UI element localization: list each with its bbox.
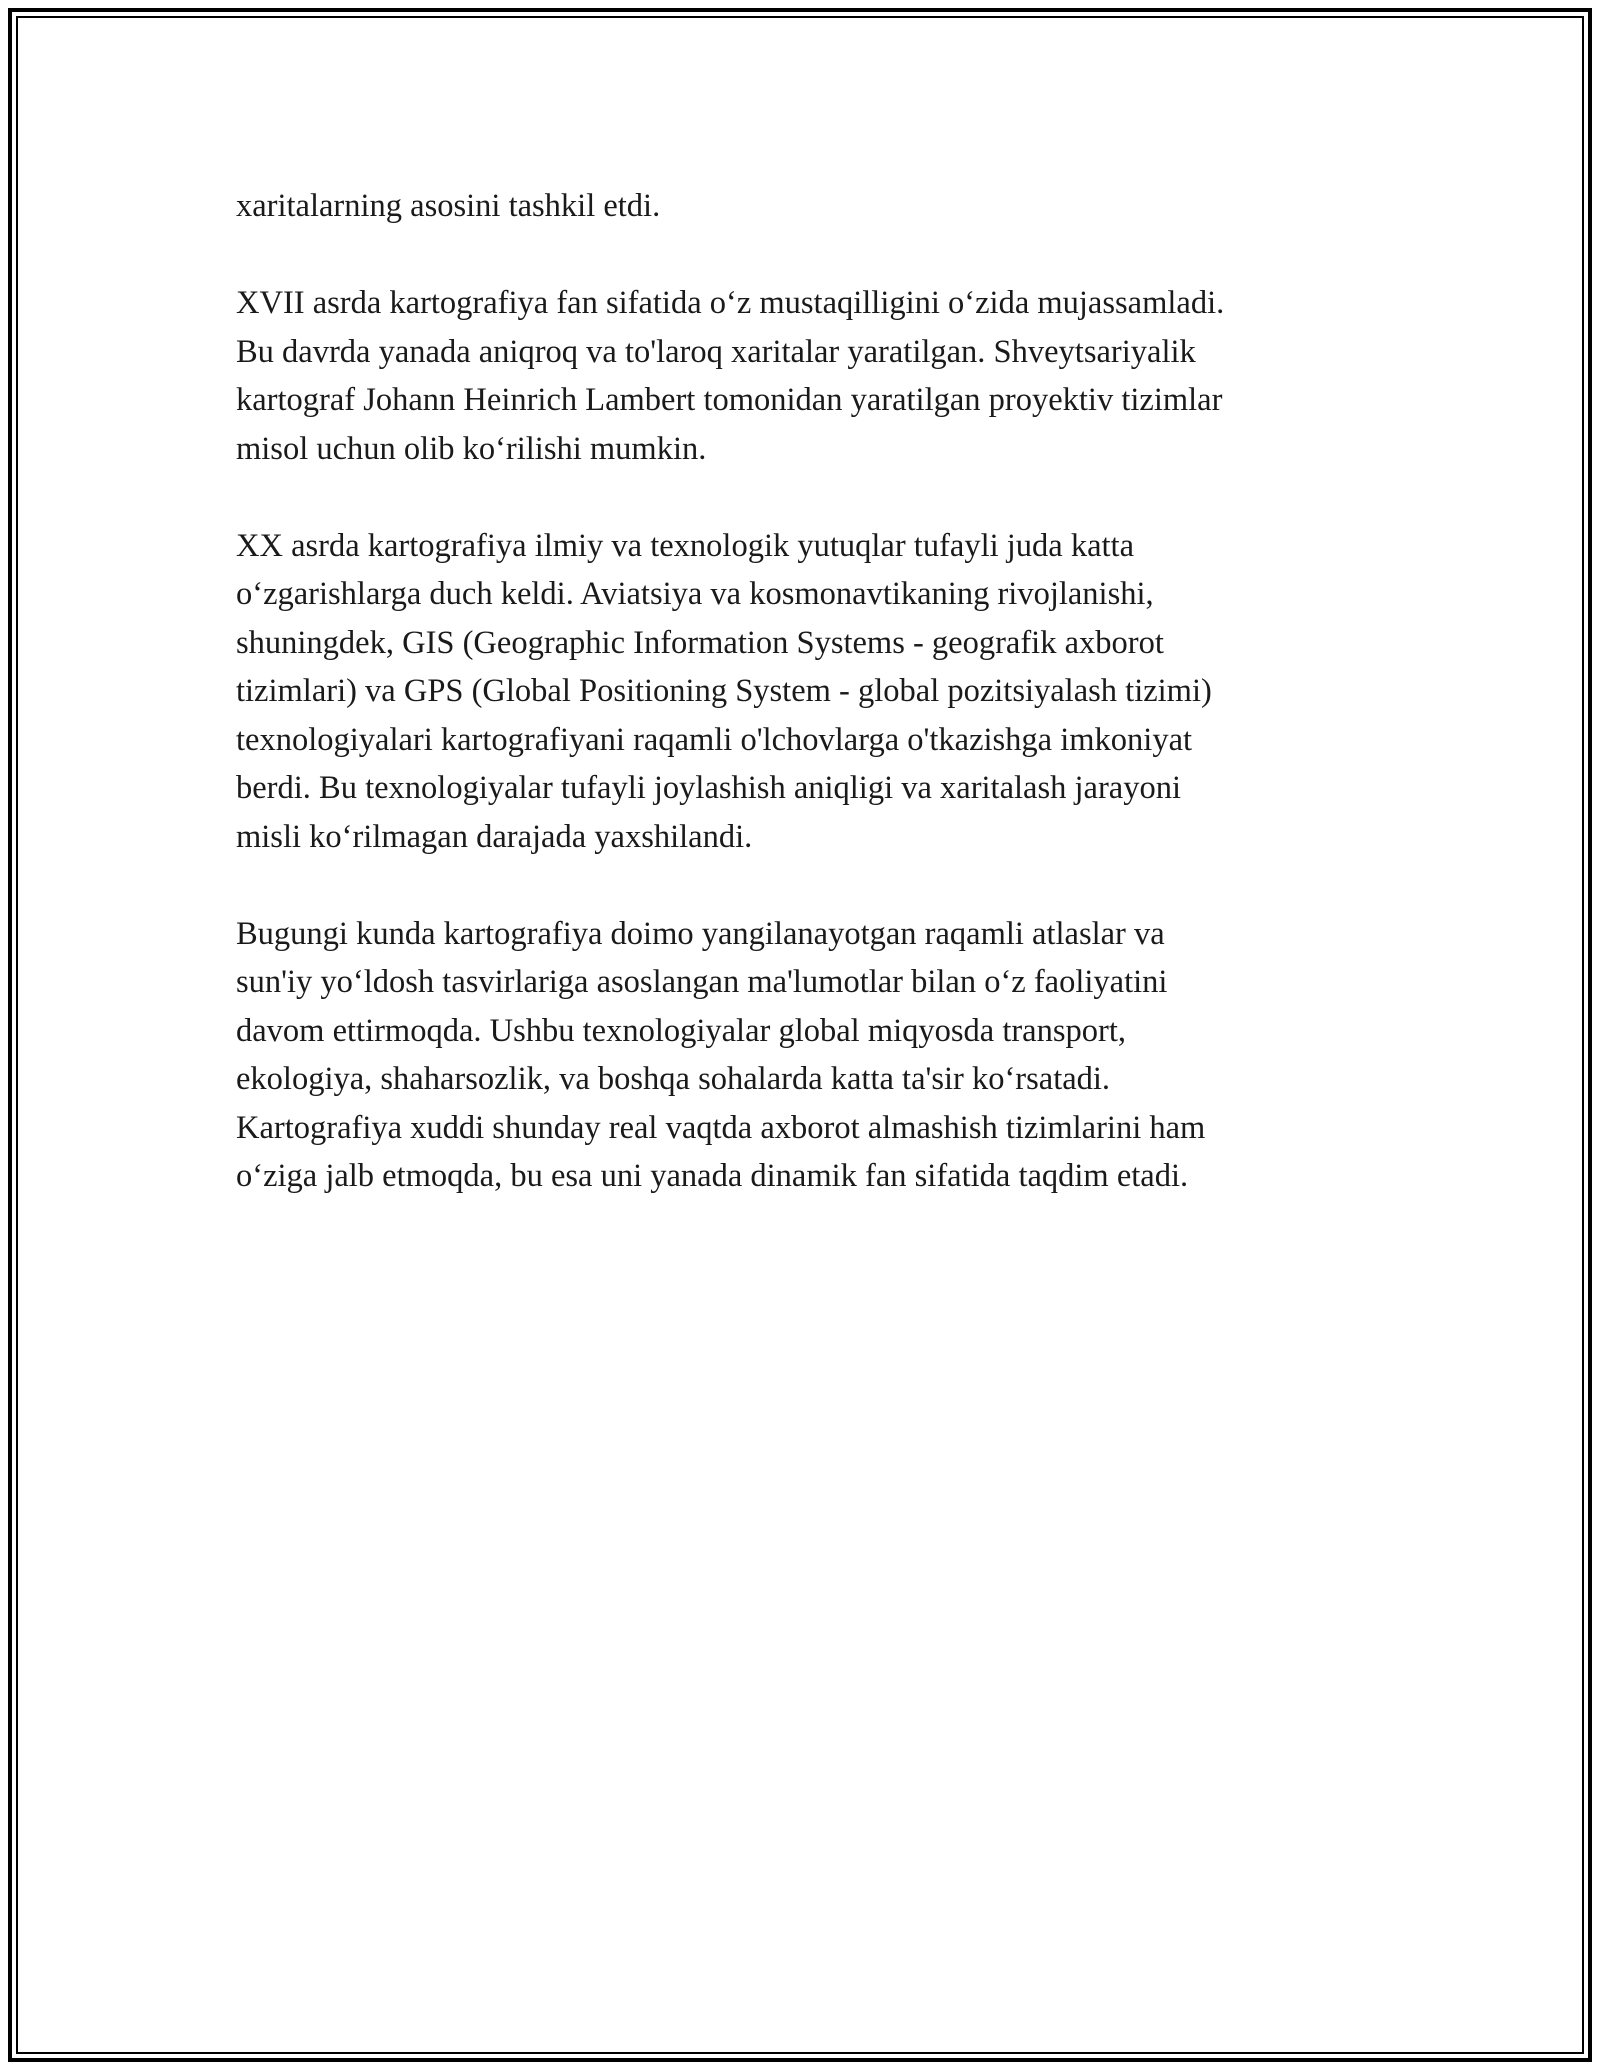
text-line: Kartografiya xuddi shunday real vaqtda axborot almashish tizimlarini ham [236,1109,1206,1146]
text-line: berdi. Bu texnologiyalar tufayli joylashish aniqligi va xaritalash jarayoni [236,770,1181,806]
text-line: Bu davrda yanada aniqroq va to'laroq xaritalar yaratilgan. Shveytsariyalik [236,333,1196,370]
text-line: XX asrda kartografiya ilmiy va texnologik yutuqlar tufayli juda katta [236,527,1135,564]
text-line: shuningdek, GIS (Geographic Information Systems - geografik axborot [236,624,1164,661]
text-line: xaritalarning asosini tashkil etdi. [236,188,661,224]
paragraph-continuation [236,182,1366,231]
text-line: davom ettirmoqda. Ushbu texnologiyalar global miqyosda transport, [236,1012,1126,1049]
text-line: misli ko‘rilmagan darajada yaxshilandi. [236,818,753,855]
document-body [236,182,1366,1249]
text-line: ekologiya, shaharsozlik, va boshqa sohalarda katta ta'sir ko‘rsatadi. [236,1061,1111,1097]
text-line: o‘ziga jalb etmoqda, bu esa uni yanada dinamik fan sifatida taqdim etadi. [236,1158,1189,1194]
text-line: texnologiyalari kartografiyani raqamli o'lchovlarga o'tkazishga imkoniyat [236,721,1193,758]
paragraph-xx-century [236,522,1366,862]
text-line: sun'iy yo‘ldosh tasvirlariga asoslangan ma'lumotlar bilan o‘z faoliyatini [236,964,1168,1000]
text-line: Bugungi kunda kartografiya doimo yangilanayotgan raqamli atlaslar va [236,915,1165,952]
text-line: kartograf Johann Heinrich Lambert tomonidan yaratilgan proyektiv tizimlar [236,382,1223,418]
paragraph-today [236,910,1366,1201]
text-line: misol uchun olib ko‘rilishi mumkin. [236,430,707,467]
paragraph-xvii-century [236,279,1366,473]
text-line: XVII asrda kartografiya fan sifatida o‘z mustaqilligini o‘zida mujassamladi. [236,285,1225,321]
text-line: tizimlari) va GPS (Global Positioning System - global pozitsiyalash tizimi) [236,673,1212,709]
text-line: o‘zgarishlarga duch keldi. Aviatsiya va kosmonavtikaning rivojlanishi, [236,576,1154,612]
